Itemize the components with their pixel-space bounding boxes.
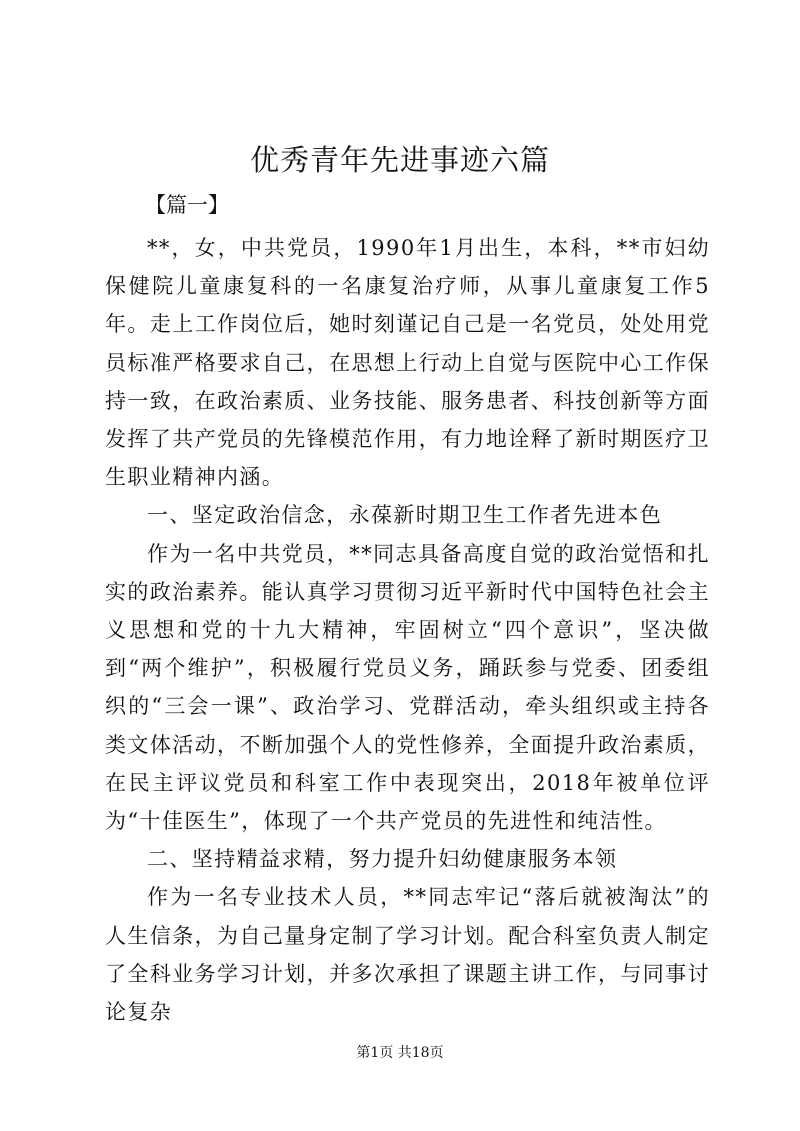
paragraph-professional: 作为一名专业技术人员，**同志牢记“落后就被淘汰”的人生信条，为自己量身定制了学习计划。配合科室负责人制定了全科业务学习计划，并多次承担了课题主讲工作，与同事讨论复杂 [105,885,710,1025]
document-body [105,229,710,1031]
section-heading-1: 一、坚定政治信念，永葆新时期卫生工作者先进本色 [147,503,663,528]
section-heading-2: 二、坚持精益求精，努力提升妇幼健康服务本领 [147,847,618,872]
page-footer: 第1页 共18页 [356,1045,444,1061]
paragraph-political: 作为一名中共党员，**同志具备高度自觉的政治觉悟和扎实的政治素养。能认真学习贯彻习近平新时代中国特色社会主义思想和党的十九大精神，牢固树立“四个意识”，坚决做到“两个维护”，积极履行党员义务，踊跃参与党委、团委组织的“三会一课”、政治学习、党群活动，牵头组织或主持各类文体活动，不断加强个人的党性修养，全面提升政治素质，在民主评议党员和科室工作中表现突出，2018年被单位评为“十佳医生”，体现了一个共产党员的先进性和纯洁性。 [105,541,710,834]
paragraph-intro: **，女，中共党员，1990年1月出生，本科，**市妇幼保健院儿童康复科的一名康复治疗师，从事儿童康复工作5年。走上工作岗位后，她时刻谨记自己是一名党员，处处用党员标准严格要求自己，在思想上行动上自觉与医院中心工作保持一致，在政治素质、业务技能、服务患者、科技创新等方面发挥了共产党员的先锋模范作用，有力地诠释了新时期医疗卫生职业精神内涵。 [105,236,710,490]
section-label: 【篇一】 [145,193,229,217]
document-title: 优秀青年先进事迹六篇 [249,143,550,177]
